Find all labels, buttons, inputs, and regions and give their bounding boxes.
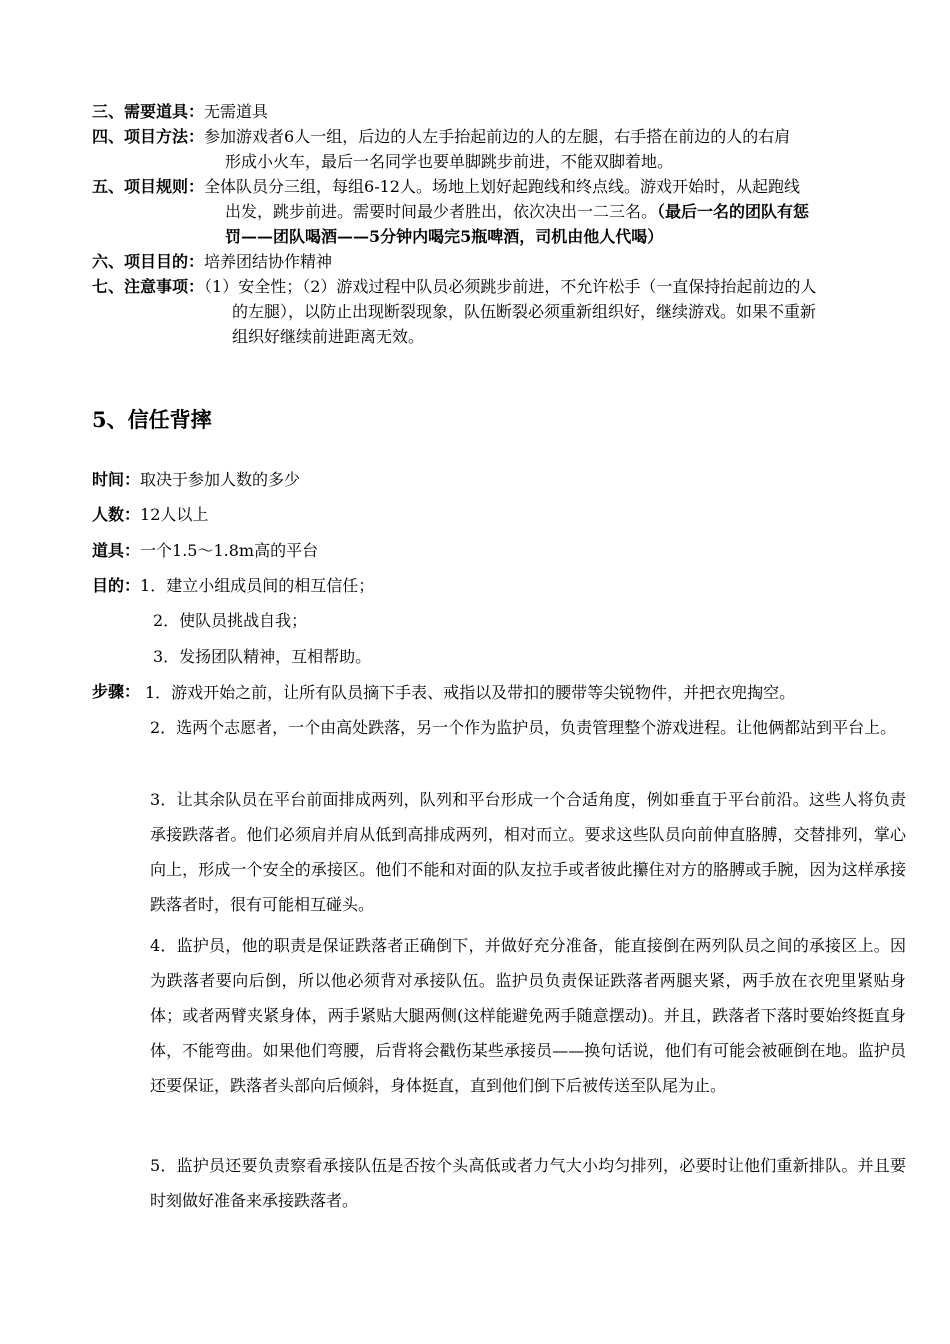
goal-item: 1．建立小组成员间的相互信任； xyxy=(140,576,375,595)
steps-label: 步骤： xyxy=(92,682,141,701)
step-1: 1．游戏开始之前，让所有队员摘下手表、戒指以及带扣的腰带等尖锐物件，并把衣兜掏空。 xyxy=(145,683,796,702)
item-purpose xyxy=(92,249,907,274)
time-value: 取决于参加人数的多少 xyxy=(140,470,301,489)
step-5: 5．监护员还要负责察看承接队伍是否按个头高低或者力气大小均匀排列，必要时让他们重新排队。并且要时刻做好准备来承接跌落者。 xyxy=(150,1156,906,1210)
item-label: 四、项目方法： xyxy=(92,127,205,146)
item-text-line1: 参加游戏者6人一组，后边的人左手抬起前边的人的左腿，右手搭在前边的人的右肩 xyxy=(204,127,791,146)
goal-row xyxy=(92,574,374,598)
item-text-line2: 形成小火车，最后一名同学也要单脚跳步前进，不能双脚着地。 xyxy=(225,152,674,171)
props-label: 道具： xyxy=(92,541,141,560)
item-props xyxy=(92,99,907,124)
props-row xyxy=(92,539,318,563)
item-text: 无需道具 xyxy=(204,102,269,121)
steps-row xyxy=(92,680,140,704)
goal-item: 3．发扬团队精神，互相帮助。 xyxy=(153,647,372,666)
item-method xyxy=(92,124,907,174)
goal-label: 目的： xyxy=(92,576,141,595)
time-label: 时间： xyxy=(92,470,141,489)
item-text-line3: 组织好继续前进距离无效。 xyxy=(232,327,425,346)
item-text-line1: （1）安全性；（2）游戏过程中队员必须跳步前进，不允许松手（一直保持抬起前边的人 xyxy=(204,277,817,296)
people-value: 12人以上 xyxy=(140,505,209,524)
time-row xyxy=(92,468,300,492)
item-label: 三、需要道具： xyxy=(92,102,205,121)
step-4: 4．监护员，他的职责是保证跌落者正确倒下，并做好充分准备，能直接倒在两列队员之间的承接区上。因为跌落者要向后倒，所以他必须背对承接队伍。监护员负责保证跌落者两腿夹紧，两手放在衣兜里紧贴身体；或者两臂夹紧身体，两手紧贴大腿两侧(这样能避免两手随意摆动)。并且，跌落者下落时要始终挺直身体，不能弯曲。如果他们弯腰，后背将会戳伤某些承接员——换句话说，他们有可能会被砸倒在地。监护员还要保证，跌落者头部向后倾斜，身体挺直，直到他们倒下后被传送至队尾为止。 xyxy=(150,936,906,1095)
rules-text: 出发，跳步前进。需要时间最少者胜出，依次决出一二三名。 xyxy=(225,202,658,221)
item-text-line3: 罚——团队喝酒——5分钟内喝完5瓶啤酒，司机由他人代喝） xyxy=(225,227,664,246)
item-text-line2: 的左腿），以防止出现断裂现象，队伍断裂必须重新组织好，继续游戏。如果不重新 xyxy=(232,302,817,321)
item-label: 六、项目目的： xyxy=(92,252,205,271)
goal-item: 2．使队员挑战自我； xyxy=(153,611,308,630)
item-notes xyxy=(92,274,907,349)
props-value: 一个1.5～1.8m高的平台 xyxy=(140,541,319,560)
item-text-line1: 全体队员分三组，每组6-12人。场地上划好起跑线和终点线。游戏开始时，从起跑线 xyxy=(204,177,800,196)
item-text-line2 xyxy=(92,199,907,224)
step-2: 2．选两个志愿者，一个由高处跌落，另一个作为监护员，负责管理整个游戏进程。让他俩都站到平台上。 xyxy=(150,718,897,737)
penalty-text: （最后一名的团队有惩 xyxy=(657,202,810,221)
item-label: 七、注意事项： xyxy=(92,277,205,296)
item-text: 培养团结协作精神 xyxy=(204,252,333,271)
people-label: 人数： xyxy=(92,505,141,524)
step-3: 3．让其余队员在平台前面排成两列，队列和平台形成一个合适角度，例如垂直于平台前沿。这些人将负责承接跌落者。他们必须肩并肩从低到高排成两列，相对而立。要求这些队员向前伸直胳膊，交替排列，掌心向上，形成一个安全的承接区。他们不能和对面的队友拉手或者彼此攥住对方的胳膊或手腕，因为这样承接跌落者时，很有可能相互碰头。 xyxy=(150,790,906,914)
section-title: 5、信任背摔 xyxy=(92,407,212,432)
item-rules xyxy=(92,174,907,249)
people-row xyxy=(92,503,208,527)
item-label: 五、项目规则： xyxy=(92,177,205,196)
